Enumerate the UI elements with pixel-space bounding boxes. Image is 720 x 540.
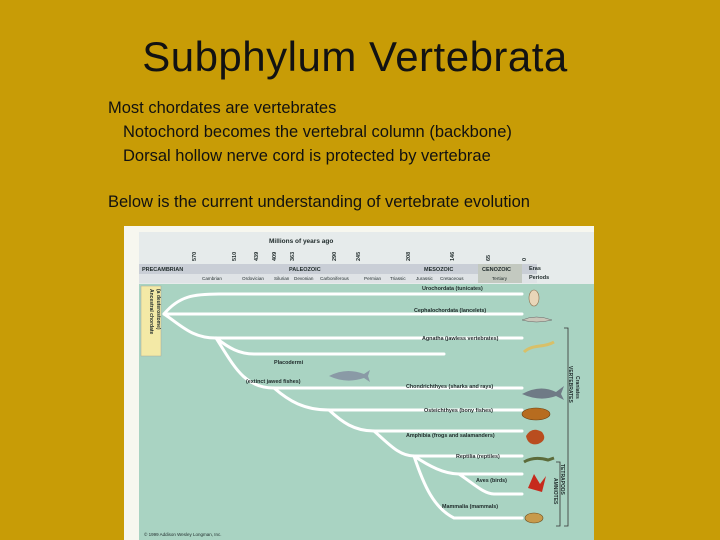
axis-title: Millions of years ago	[269, 238, 334, 245]
period-label: Silurian	[274, 276, 290, 281]
bullet-sub: Notochord becomes the vertebral column (backbone)	[123, 123, 512, 141]
slide-title: Subphylum Vertebrata	[142, 33, 568, 80]
vertebrate-evolution-figure	[124, 226, 594, 540]
bullet-sub: Dorsal hollow nerve cord is protected by vertebrae	[123, 147, 491, 165]
bullet-main: Most chordates are vertebrates	[108, 99, 337, 117]
period-label: Devonian	[294, 276, 314, 281]
era-label: CENOZOIC	[482, 267, 512, 273]
group-label: Chondrichthyes (sharks and rays)	[406, 384, 494, 390]
tick-label: 510	[232, 251, 238, 261]
tick-label: 439	[254, 251, 260, 261]
era-label: PALEOZOIC	[289, 267, 321, 273]
side-label: VERTEBRATES	[567, 366, 573, 403]
eras-label: Eras	[529, 266, 541, 272]
tunicate-icon	[529, 290, 539, 306]
era-label: MESOZOIC	[424, 267, 454, 273]
period-label: Tertiary	[492, 276, 508, 281]
tick-label: 146	[450, 251, 456, 261]
group-label: Osteichthyes (bony fishes)	[424, 408, 493, 414]
side-label: Craniates	[574, 376, 580, 399]
tick-label: 290	[332, 251, 338, 261]
group-label: Mammalia (mammals)	[442, 504, 499, 510]
side-label: TETRAPODS	[559, 464, 565, 495]
tick-label: 65	[486, 254, 492, 261]
ancestor-label: (a deuterostome)	[155, 289, 161, 330]
tick-label: 363	[290, 251, 296, 261]
period-label: Jurassic	[416, 276, 433, 281]
period-label: Cretaceous	[440, 276, 464, 281]
tick-label: 0	[522, 257, 528, 261]
bullet-intro: Below is the current understanding of vertebrate evolution	[108, 193, 530, 211]
group-label: Aves (birds)	[476, 478, 507, 484]
group-label: Reptilia (reptiles)	[456, 454, 500, 460]
bony-fish-icon	[522, 408, 550, 420]
group-label: (extinct jawed fishes)	[246, 379, 301, 385]
period-label: Cambrian	[202, 276, 222, 281]
period-label: Carboniferous	[320, 276, 349, 281]
tick-label: 245	[356, 251, 362, 261]
group-label: Cephalochordata (lancelets)	[414, 308, 487, 314]
side-label: AMNIOTES	[552, 478, 558, 505]
group-label: Placodermi	[274, 360, 304, 366]
tick-label: 208	[406, 251, 412, 261]
copyright-text: © 1999 Addison Wesley Longman, Inc.	[144, 532, 222, 537]
mammal-icon	[525, 513, 543, 523]
period-label: Triassic	[390, 276, 406, 281]
period-label: Ordovician	[242, 276, 264, 281]
periods-label: Periods	[529, 275, 550, 281]
period-label: Permian	[364, 276, 382, 281]
group-label: Urochordata (tunicates)	[422, 286, 483, 292]
tick-label: 409	[272, 251, 278, 261]
group-label: Agnatha (jawless vertebrates)	[422, 336, 499, 342]
bullet-list	[108, 96, 530, 214]
phylogeny-diagram	[124, 226, 594, 540]
tick-label: 570	[192, 251, 198, 261]
era-label: PRECAMBRIAN	[142, 267, 184, 273]
ancestor-label: Ancestral chordate	[148, 289, 154, 335]
group-label: Amphibia (frogs and salamanders)	[406, 433, 495, 439]
